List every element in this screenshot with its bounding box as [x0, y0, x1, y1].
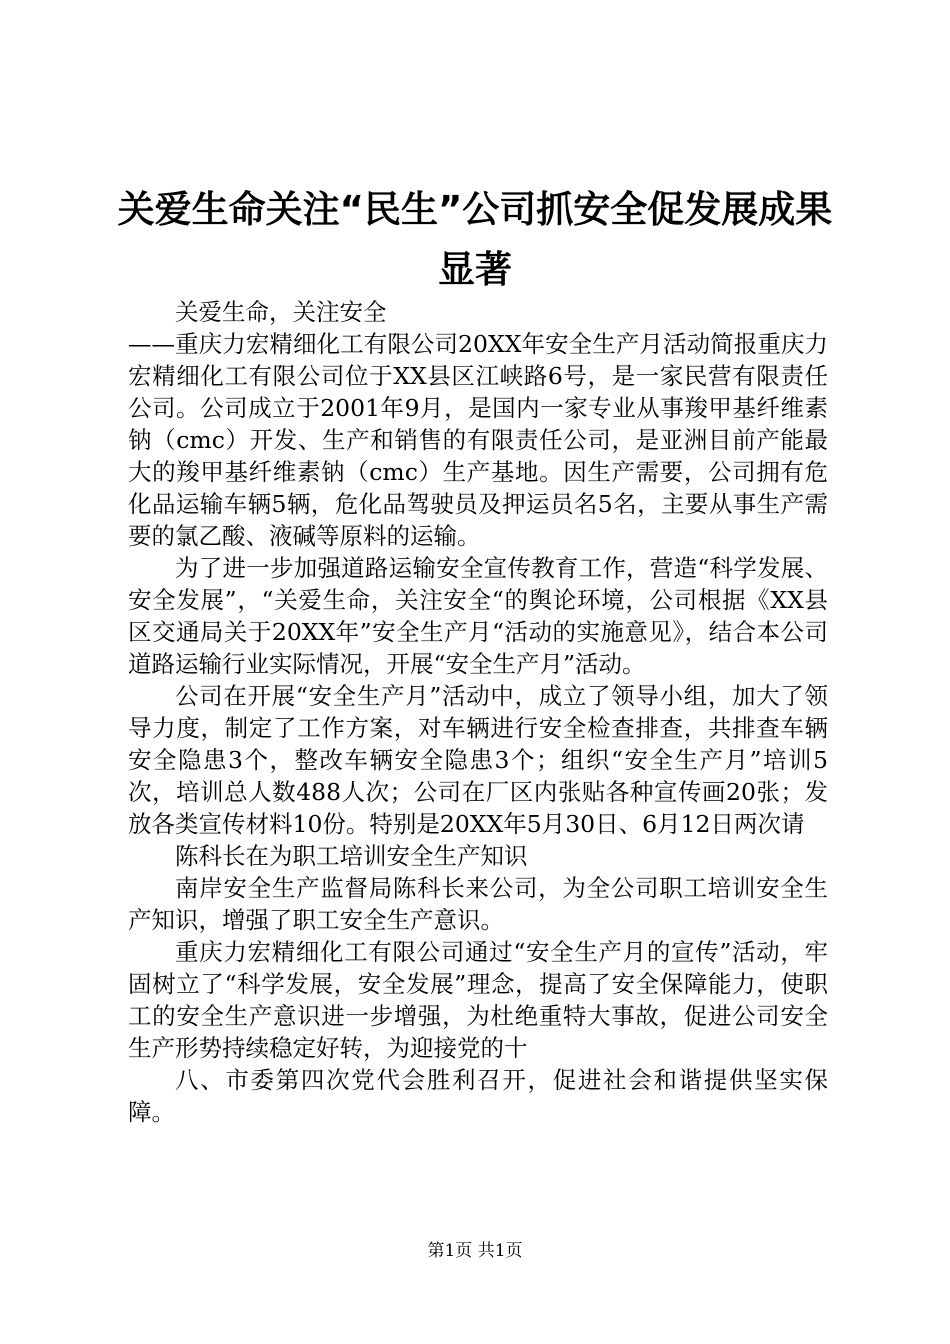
paragraph-purpose: 为了进一步加强道路运输安全宣传教育工作，营造“科学发展、安全发展”，“关爱生命，关注安全“的舆论环境，公司根据《XX县区交通局关于20XX年”安全生产月“活动的实施意见》，结合本公司道路运输行业实际情况，开展“安全生产月”活动。: [128, 554, 828, 678]
document-title-line2: 显著: [438, 248, 512, 291]
paragraph-photo-caption: 陈科长在为职工培训安全生产知识: [175, 842, 528, 870]
paragraph-intro: ——重庆力宏精细化工有限公司20XX年安全生产月活动简报重庆力宏精细化工有限公司位于XX县区江峡路6号，是一家民营有限责任公司。公司成立于2001年9月，是国内一家专业从事羧甲基纤维素钠（cmc）开发、生产和销售的有限责任公司，是亚洲目前产能最大的羧甲基纤维素钠（cmc）生产基地。因生产需要，公司拥有危化品运输车辆5辆，危化品驾驶员及押运员名5名，主要从事生产需要的氯乙酸、液碱等原料的运输。: [128, 330, 828, 550]
paragraph-closing: 八、市委第四次党代会胜利召开，促进社会和谐提供坚实保障。: [128, 1066, 828, 1126]
document-body: [128, 296, 828, 1128]
paragraph-subtitle: 关爱生命，关注安全: [175, 298, 387, 326]
paragraph-activities: 公司在开展“安全生产月”活动中，成立了领导小组，加大了领导力度，制定了工作方案，对车辆进行安全检查排查，共排查车辆安全隐患3个，整改车辆安全隐患3个；组织“安全生产月”培训5次，培训总人数488人次；公司在厂区内张贴各种宣传画20张；发放各类宣传材料10份。特别是20XX年5月30日、6月12日两次请: [128, 682, 828, 838]
paragraph-results: 重庆力宏精细化工有限公司通过“安全生产月的宣传”活动，牢固树立了“科学发展，安全发展”理念，提高了安全保障能力，使职工的安全生产意识进一步增强，为杜绝重特大事故，促进公司安全生产形势持续稳定好转，为迎接党的十: [128, 938, 828, 1062]
page-footer: 第1页 共1页: [427, 1241, 523, 1261]
paragraph-training: 南岸安全生产监督局陈科长来公司，为全公司职工培训安全生产知识，增强了职工安全生产意识。: [128, 874, 828, 934]
document-title-line1: 关爱生命关注“民生”公司抓安全促发展成果: [117, 188, 833, 231]
